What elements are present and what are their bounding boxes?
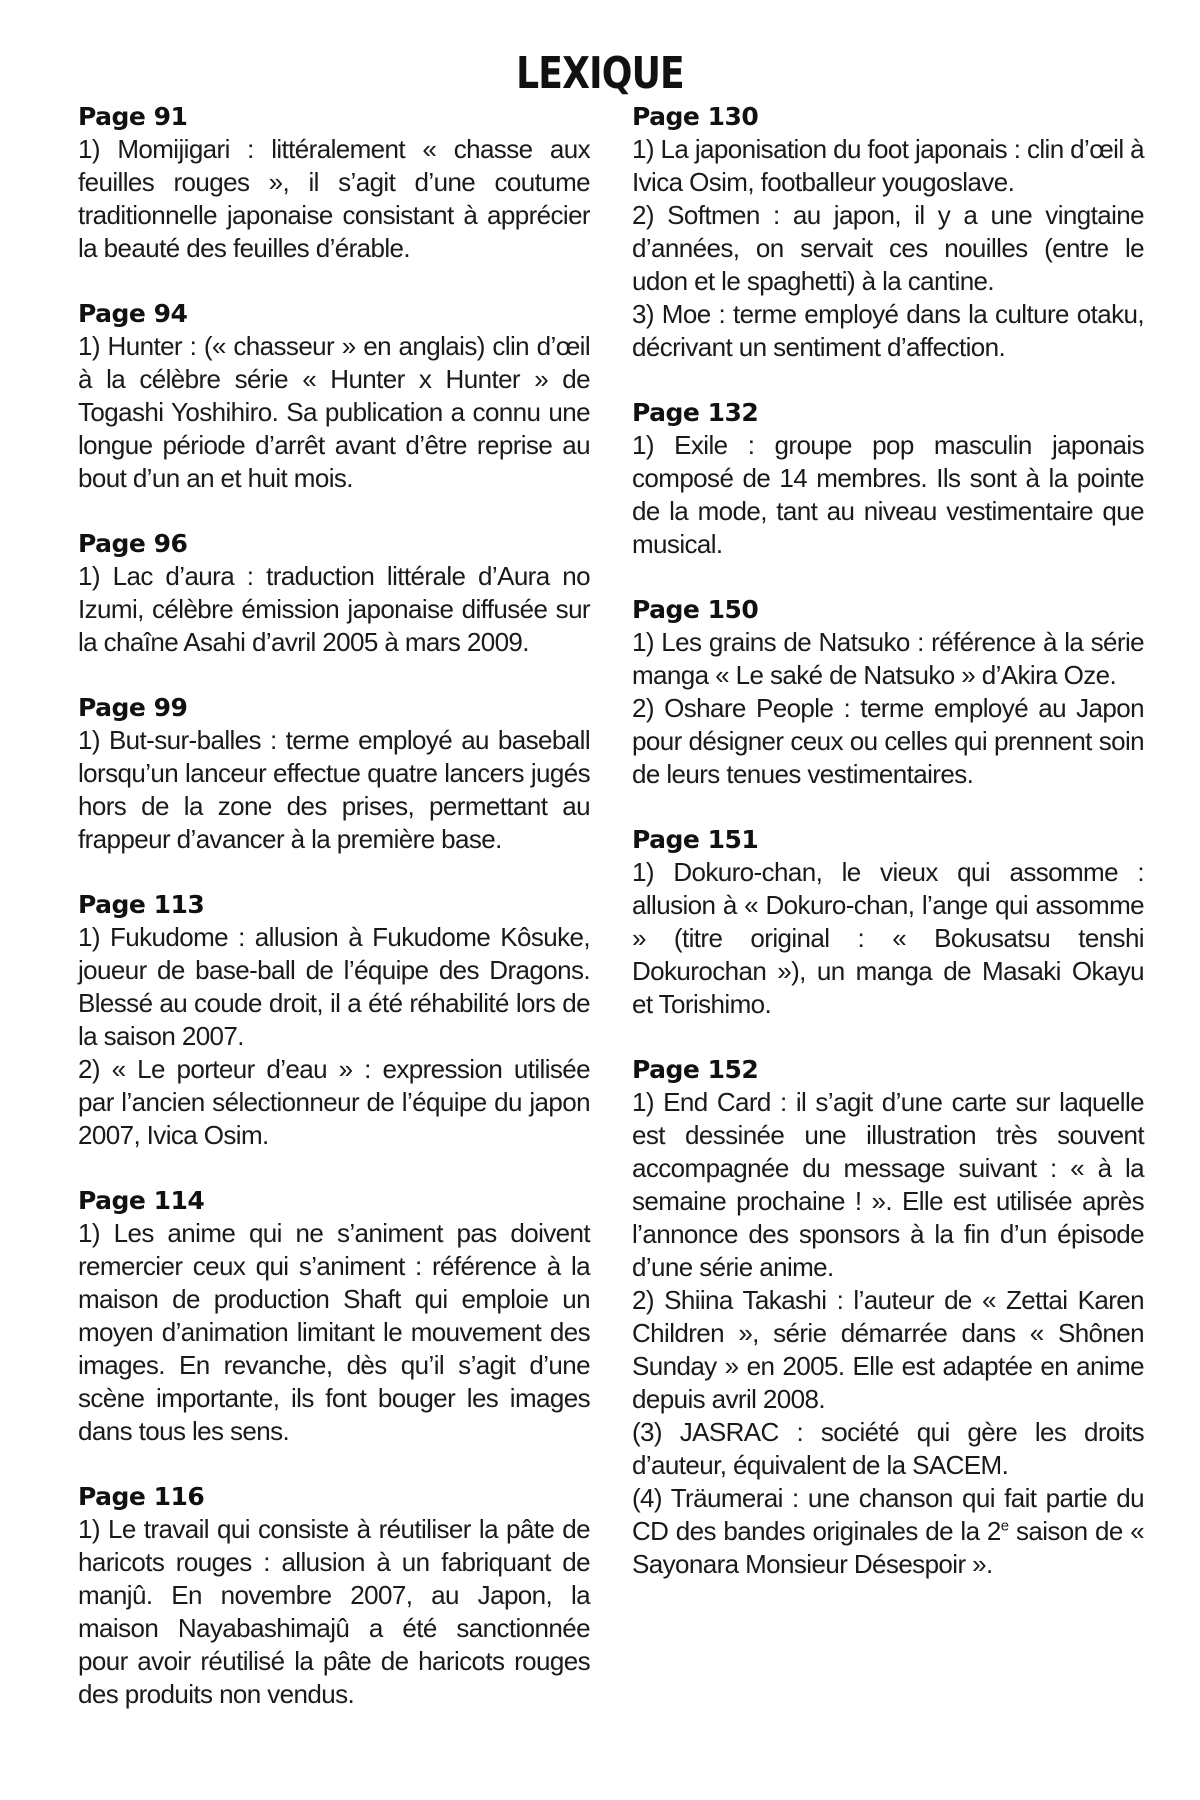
glossary-entry: [78, 1184, 590, 1448]
entry-note: 3) Moe : terme employé dans la culture otaku, décrivant un sentiment d’affection.: [632, 299, 1144, 362]
entry-note: 2) Oshare People : terme employé au Japon pour désigner ceux ou celles qui prennent soin de leurs tenues vestimentaires.: [632, 693, 1144, 789]
entry-page-heading: Page 94: [78, 299, 188, 328]
entry-page-heading: Page 116: [78, 1482, 205, 1511]
entry-note: 1) Dokuro-chan, le vieux qui assomme : allusion à « Dokuro-chan, l’ange qui assomme » (titre original : « Bokusatsu tenshi Dokurochan »), un manga de Masaki Okayu et Torishimo.: [632, 857, 1144, 1019]
glossary-entry: [632, 823, 1144, 1021]
entry-page-heading: Page 113: [78, 890, 205, 919]
entry-note: 1) Les grains de Natsuko : référence à la série manga « Le saké de Natsuko » d’Akira Oze.: [632, 627, 1144, 690]
entry-note: 1) Lac d’aura : traduction littérale d’Aura no Izumi, célèbre émission japonaise diffusée sur la chaîne Asahi d’avril 2005 à mars 2009.: [78, 561, 590, 657]
entry-note: 1) Exile : groupe pop masculin japonais composé de 14 membres. Ils sont à la pointe de la mode, tant au niveau vestimentaire que musical.: [632, 430, 1144, 559]
glossary-entry: [78, 1480, 590, 1711]
glossary-entry: [78, 527, 590, 659]
entry-note: (3) JASRAC : société qui gère les droits d’auteur, équivalent de la SACEM.: [632, 1417, 1144, 1480]
entry-note: 1) La japonisation du foot japonais : clin d’œil à Ivica Osim, footballeur yougoslave.: [632, 134, 1144, 197]
entry-page-heading: Page 150: [632, 595, 759, 624]
page-title: LEXIQUE: [516, 48, 684, 99]
entry-note: 1) Fukudome : allusion à Fukudome Kôsuke, joueur de base-ball de l’équipe des Dragons. Blessé au coude droit, il a été réhabilité lors de la saison 2007.: [78, 922, 590, 1051]
glossary-entry: [632, 100, 1144, 364]
glossary-entry: [78, 297, 590, 495]
entry-page-heading: Page 96: [78, 529, 188, 558]
glossary-entry: [632, 396, 1144, 561]
entry-page-heading: Page 114: [78, 1186, 205, 1215]
entry-note: 2) Softmen : au japon, il y a une vingtaine d’années, on servait ces nouilles (entre le udon et le spaghetti) à la cantine.: [632, 200, 1144, 296]
entry-page-heading: Page 99: [78, 693, 188, 722]
glossary-entry: [632, 1053, 1144, 1581]
entry-note: 2) Shiina Takashi : l’auteur de « Zettai Karen Children », série démarrée dans « Shônen Sunday » en 2005. Elle est adaptée en anime depuis avril 2008.: [632, 1285, 1144, 1414]
entry-note: 2) « Le porteur d’eau » : expression utilisée par l’ancien sélectionneur de l’équipe du japon 2007, Ivica Osim.: [78, 1054, 590, 1150]
right-column: [632, 100, 1144, 1613]
entry-note: 1) Momijigari : littéralement « chasse aux feuilles rouges », il s’agit d’une coutume traditionnelle japonaise consistant à apprécier la beauté des feuilles d’érable.: [78, 134, 590, 263]
entry-note: 1) Hunter : (« chasseur » en anglais) clin d’œil à la célèbre série « Hunter x Hunter » de Togashi Yoshihiro. Sa publication a connu une longue période d’arrêt avant d’être reprise au bout d’un an et huit mois.: [78, 331, 590, 493]
entry-note: 1) End Card : il s’agit d’une carte sur laquelle est dessinée une illustration très souvent accompagnée du message suivant : « à la semaine prochaine ! ». Elle est utilisée après l’annonce des sponsors à la fin d’un épisode d’une série anime.: [632, 1087, 1144, 1282]
glossary-entry: [632, 593, 1144, 791]
left-column: [78, 100, 590, 1743]
entry-note: 1) Les anime qui ne s’animent pas doivent remercier ceux qui s’animent : référence à la maison de production Shaft qui emploie un moyen d’animation limitant le mouvement des images. En revanche, dès qu’il s’agit d’une scène importante, ils font bouger les images dans tous les sens.: [78, 1218, 590, 1446]
glossary-entry: [78, 100, 590, 265]
glossary-entry: [78, 888, 590, 1152]
entry-page-heading: Page 151: [632, 825, 759, 854]
entry-note: (4) Träumerai : une chanson qui fait partie du CD des bandes originales de la 2e saison de « Sayonara Monsieur Désespoir ».: [632, 1483, 1144, 1579]
entry-page-heading: Page 91: [78, 102, 188, 131]
glossary-entry: [78, 691, 590, 856]
entry-page-heading: Page 132: [632, 398, 759, 427]
entry-page-heading: Page 152: [632, 1055, 759, 1084]
entry-page-heading: Page 130: [632, 102, 759, 131]
entry-note: 1) But-sur-balles : terme employé au baseball lorsqu’un lanceur effectue quatre lancers jugés hors de la zone des prises, permettant au frappeur d’avancer à la première base.: [78, 725, 590, 854]
entry-note: 1) Le travail qui consiste à réutiliser la pâte de haricots rouges : allusion à un fabriquant de manjû. En novembre 2007, au Japon, la maison Nayabashimajû a été sanctionnée pour avoir réutilisé la pâte de haricots rouges des produits non vendus.: [78, 1514, 590, 1709]
